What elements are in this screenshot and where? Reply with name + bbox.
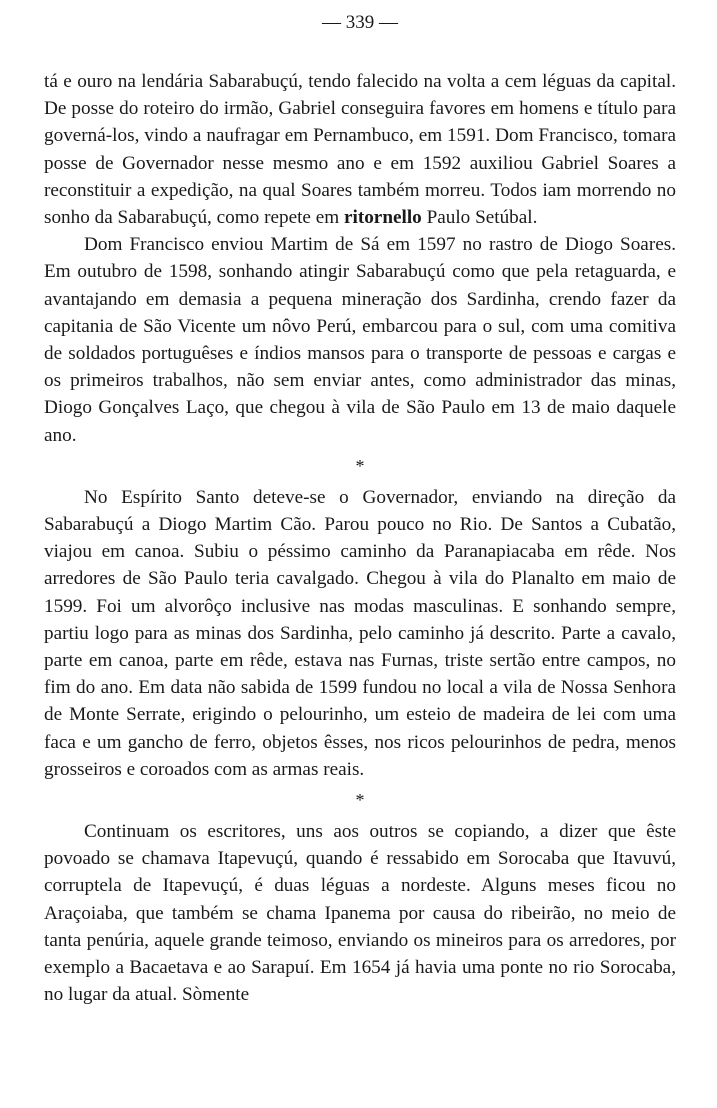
paragraph-1-text-before: tá e ouro na lendária Sabarabuçú, tendo falecido na volta a cem léguas da capital. De posse do roteiro do irmão, Gabriel conseguira favores em homens e título para governá-los, vindo a naufragar em Pernambuco, em 1591. Dom Francisco, tomara posse de Governador nesse mesmo ano e em 1592 auxiliou Gabriel Soares a reconstituir a expedição, na qual Soares também morreu. Todos iam morrendo no sonho da Sabarabuçú, como repete em [44,71,676,229]
paragraph-3: No Espírito Santo deteve-se o Governador, enviando na direção da Sabarabuçú a Diogo Martim Cão. Parou pouco no Rio. De Santos a Cubatão, viajou em canoa. Subiu o péssimo caminho da Paranapiacaba em rêde. Nos arredores de São Paulo teria cavalgado. Chegou à vila do Planalto em maio de 1599. Foi um alvorôço inclusive nas modas masculinas. E sonhando sempre, partiu logo para as minas dos Sardinha, pelo caminho já descrito. Parte a cavalo, parte em canoa, parte em rêde, estava nas Furnas, triste sertão entre campos, no fim do ano. Em data não sabida de 1599 fundou no local a vila de Nossa Senhora de Monte Serrate, erigindo o pelourinho, um esteio de madeira de lei com uma faca e um gancho de ferro, objetos êsses, nos ricos pelourinhos de pedra, menos grosseiros e coroados com as armas reais. [44,486,676,780]
emphasis-ritornello: ritornello [343,207,422,229]
page-number: — 339 — [322,12,398,33]
paragraph-2: Dom Francisco enviou Martim de Sá em 1597 no rastro de Diogo Soares. Em outubro de 1598, sonhando atingir Sabarabuçú como que pela retaguarda, e avantajando em demasia a pequena mineração dos Sardinha, crendo fazer da capitania de São Vicente um nôvo Perú, embarcou para o sul, com uma comitiva de soldados portuguêses e índios mansos para o transporte de pessoas e cargas e os primeiros trabalhos, não sem enviar antes, como administrador das minas, Diogo Gonçalves Laço, que chegou à vila de São Paulo em 13 de maio daquele ano. [44,234,676,446]
paragraph-1-text-after: Paulo Setúbal. [421,207,538,229]
section-divider-1: * [355,455,365,476]
paragraph-4: Continuam os escritores, uns aos outros se copiando, a dizer que êste povoado se chamava Itapevuçú, quando é ressabido em Sorocaba que Itavuvú, corruptela de Itapevuçú, é duas léguas a nordeste. Alguns meses ficou no Araçoiaba, que também se chama Ipanema por causa do ribeirão, no meio de tanta penúria, aquele grande teimoso, enviando os mineiros para os arredores, por exemplo a Bacaetava e ao Sarapuí. Em 1654 já havia uma ponte no rio Sorocaba, no lugar da atual. Sòmente [44,821,676,1006]
document-page [44,10,676,1009]
section-divider-2: * [355,790,365,811]
paragraph-1 [44,68,676,231]
